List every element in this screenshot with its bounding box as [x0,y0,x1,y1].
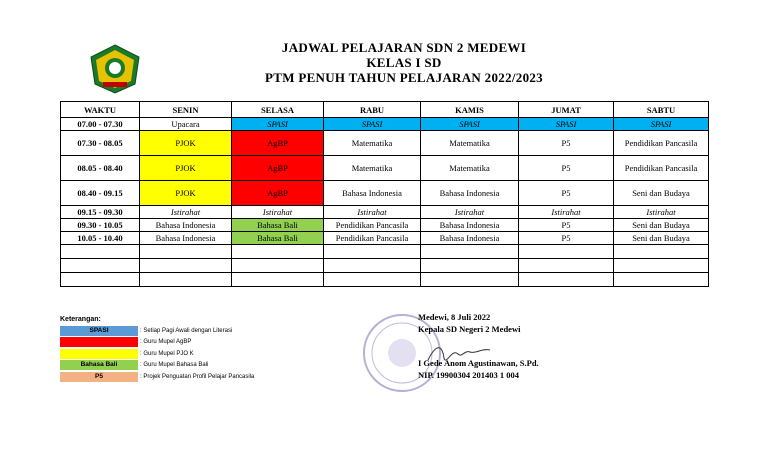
table-cell: AgBP [232,181,324,206]
table-row [61,181,709,206]
table-cell: Pendidikan Pancasila [614,156,709,181]
time-cell: 09.15 - 09.30 [61,206,140,219]
table-cell: Matematika [324,131,421,156]
signer-nip: NIP. 19900304 201403 1 004 [418,370,519,380]
table-cell: SPASI [519,118,614,131]
table-cell: Istirahat [232,206,324,219]
table-row [61,131,709,156]
time-cell: 07.00 - 07.30 [61,118,140,131]
title-line-2: KELAS I SD [366,55,442,70]
legend-desc: : Guru Mupel Bahasa Bali [140,362,209,368]
table-cell: PJOK [140,156,232,181]
legend-swatch-bali: Bahasa Bali [60,360,138,370]
title-line-1: JADWAL PELAJARAN SDN 2 MEDEWI [281,40,527,55]
table-row [61,118,709,131]
legend [60,316,254,383]
table-cell: Bahasa Indonesia [421,181,519,206]
table-cell: Matematika [324,156,421,181]
document-title [160,40,648,85]
legend-swatch-spasi: SPASI [60,326,138,336]
table-cell: Pendidikan Pancasila [324,219,421,232]
table-cell: P5 [519,131,614,156]
table-cell: Istirahat [140,206,232,219]
school-emblem-icon [89,44,141,94]
table-cell: AgBP [232,131,324,156]
table-cell: SPASI [614,118,709,131]
legend-item [60,348,254,359]
table-cell: Istirahat [519,206,614,219]
empty-row [61,259,709,273]
legend-swatch-agbp [60,337,138,347]
handwritten-signature-icon [424,340,494,368]
table-cell: AgBP [232,156,324,181]
legend-item [60,371,254,382]
empty-row [61,273,709,287]
table-cell: Seni dan Budaya [614,181,709,206]
legend-desc: : Guru Mupel AgBP [140,339,192,345]
table-cell: Istirahat [421,206,519,219]
table-cell: Bahasa Indonesia [140,232,232,245]
table-cell: SPASI [232,118,324,131]
header-cell: SABTU [614,102,709,118]
table-cell: Seni dan Budaya [614,219,709,232]
legend-item [60,325,254,336]
header-cell: RABU [324,102,421,118]
table-cell: P5 [519,181,614,206]
legend-title: Keterangan: [60,316,101,323]
legend-swatch-p5: P5 [60,372,138,382]
table-cell: PJOK [140,181,232,206]
table-cell: Bahasa Indonesia [140,219,232,232]
place-date: Medewi, 8 Juli 2022 [418,312,491,322]
time-cell: 09.30 - 10.05 [61,219,140,232]
schedule-table [60,101,709,287]
table-cell: Bahasa Bali [232,219,324,232]
header-cell: WAKTU [61,102,140,118]
signer-position: Kepala SD Negeri 2 Medewi [418,324,521,334]
table-row [61,206,709,219]
table-cell: Istirahat [614,206,709,219]
table-cell: Bahasa Indonesia [324,181,421,206]
table-cell: Upacara [140,118,232,131]
table-cell: Bahasa Bali [232,232,324,245]
header-cell: SENIN [140,102,232,118]
time-cell: 08.40 - 09.15 [61,181,140,206]
legend-item [60,337,254,348]
legend-item [60,360,254,371]
header-cell: SELASA [232,102,324,118]
signer-name: I Gede Anom Agustinawan, S.Pd. [418,358,539,368]
time-cell: 08.05 - 08.40 [61,156,140,181]
table-cell: Matematika [421,156,519,181]
time-cell: 07.30 - 08.05 [61,131,140,156]
legend-swatch-pjok [60,349,138,359]
table-row [61,156,709,181]
title-line-3: PTM PENUH TAHUN PELAJARAN 2022/2023 [265,70,543,85]
legend-desc: : Setiap Pagi Awali dengan Literasi [140,327,233,334]
table-cell: P5 [519,156,614,181]
table-cell: P5 [519,219,614,232]
table-row [61,232,709,245]
table-cell: Pendidikan Pancasila [324,232,421,245]
table-cell: Matematika [421,131,519,156]
table-cell: SPASI [324,118,421,131]
table-row [61,219,709,232]
table-cell: Istirahat [324,206,421,219]
table-cell: Seni dan Budaya [614,232,709,245]
table-header-row [61,102,709,118]
table-cell: Bahasa Indonesia [421,232,519,245]
table-cell: P5 [519,232,614,245]
table-cell: Pendidikan Pancasila [614,131,709,156]
legend-desc: : Guru Mupel PJO K [140,350,194,357]
empty-row [61,245,709,259]
table-cell: Bahasa Indonesia [421,219,519,232]
legend-desc: : Projek Penguatan Profil Pelajar Pancasila [140,373,255,380]
time-cell: 10.05 - 10.40 [61,232,140,245]
table-cell: PJOK [140,131,232,156]
header-cell: JUMAT [519,102,614,118]
table-cell: SPASI [421,118,519,131]
header-cell: KAMIS [421,102,519,118]
